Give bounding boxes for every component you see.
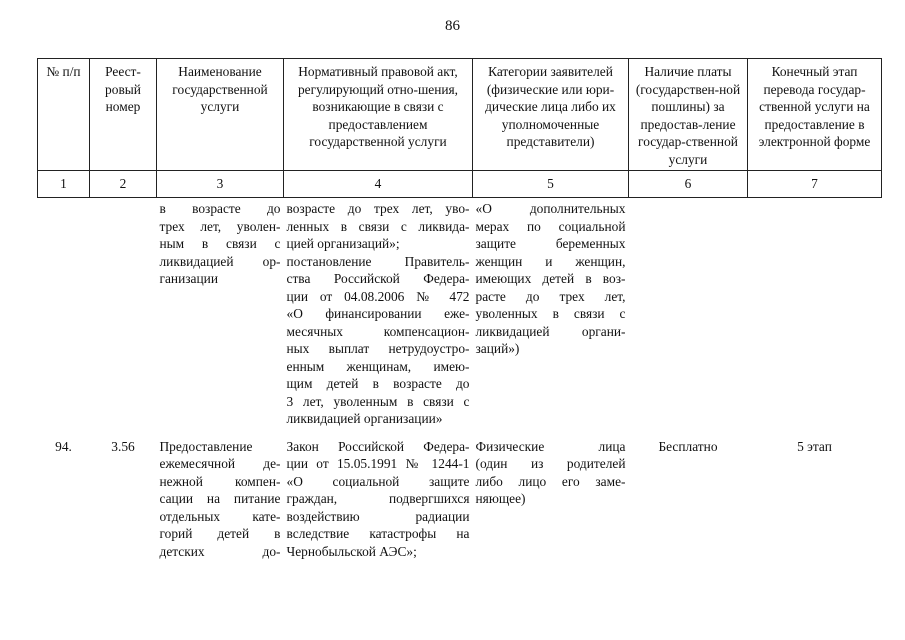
text-line: ликвидацией ор-	[159, 253, 281, 269]
page-number: 86	[445, 18, 460, 34]
text-line: горий детей в	[159, 526, 281, 541]
text-line: женщин и женщин,	[475, 253, 626, 269]
text-line: защите беременных	[475, 236, 626, 251]
text-line: Предоставление	[159, 438, 253, 454]
text-line: месячных компенсацион-	[286, 323, 470, 339]
text-line: воздействию радиации	[286, 508, 470, 524]
text-line: ганизации	[159, 271, 218, 286]
legal-act-cell	[284, 428, 473, 561]
text-line: возрасте до трех лет, уво-	[286, 201, 470, 216]
column-number-row	[38, 171, 882, 198]
cont-service-cell	[157, 198, 284, 428]
column-number: 1	[38, 171, 90, 198]
text-line: Чернобыльской АЭС»;	[286, 543, 417, 559]
cont-num-cell	[38, 198, 90, 428]
fee-cell: Бесплатно	[658, 438, 718, 454]
column-number: 5	[473, 171, 629, 198]
text-line: ным в связи с	[159, 236, 281, 251]
text-line: «О социальной защите	[286, 473, 470, 489]
text-line: ции от 15.05.1991 № 1244-1	[286, 456, 470, 471]
text-line: няющее)	[475, 491, 526, 506]
text-line: имеющих детей в воз-	[475, 271, 626, 286]
applicants-cell	[473, 428, 629, 561]
text-line: ции от 04.08.2006 № 472	[286, 288, 470, 304]
final-stage-cell: 5 этап	[797, 438, 832, 454]
column-number: 4	[284, 171, 473, 198]
header-cell-final-stage: Конечный этап перевода государ-ственной услуги на предоставление в электронной форме	[748, 59, 882, 171]
text-line: ежемесячной де-	[159, 456, 281, 471]
text-line: ства Российской Федера-	[286, 271, 470, 286]
text-line: граждан, подвергшихся	[286, 491, 470, 506]
header-cell-fee: Наличие платы (государствен-ной пошлины) за предостав-ление государ-ственной услуги	[629, 59, 748, 171]
cont-stage-cell	[748, 198, 882, 428]
text-line: нежной компен-	[159, 473, 281, 489]
text-line: постановление Правитель-	[286, 253, 470, 269]
header-cell-applicants: Категории заявителей (физические или юри-дические лица либо их уполномоченные представители)	[473, 59, 629, 171]
text-line: либо лицо его заме-	[475, 473, 626, 489]
registry-number: 3.56	[111, 438, 135, 454]
text-line: в возрасте до	[159, 201, 281, 216]
text-line: Физические лица	[475, 438, 626, 454]
text-line: сации на питание	[159, 491, 281, 506]
table-row	[38, 428, 882, 561]
cont-act-cell	[284, 198, 473, 428]
text-line: цией организаций»;	[286, 236, 400, 251]
text-line: «О дополнительных	[475, 201, 626, 216]
column-number: 3	[157, 171, 284, 198]
row-number: 94.	[55, 438, 72, 454]
text-line: детских до-	[159, 543, 281, 559]
text-line: мерах по социальной	[475, 218, 626, 234]
text-line: ликвидацией организации»	[286, 411, 443, 426]
column-number: 7	[748, 171, 882, 198]
text-line: ных выплат нетрудоустро-	[286, 341, 470, 356]
text-line: вследствие катастрофы на	[286, 526, 470, 541]
service-name-cell	[157, 428, 284, 561]
column-number: 6	[629, 171, 748, 198]
cont-registry-cell	[90, 198, 157, 428]
cont-fee-cell	[629, 198, 748, 428]
continued-row	[38, 198, 882, 428]
header-row	[38, 59, 882, 171]
text-line: (один из родителей	[475, 456, 626, 471]
text-line: трех лет, уволен-	[159, 218, 281, 234]
header-cell-num: № п/п	[38, 59, 90, 171]
text-line: расте до трех лет,	[475, 288, 626, 304]
text-line: заций»)	[475, 341, 520, 356]
cont-applicants-cell	[473, 198, 629, 428]
text-line: енным женщинам, имею-	[286, 358, 470, 374]
column-number: 2	[90, 171, 157, 198]
header-cell-legal-act: Нормативный правовой акт, регулирующий отно-шения, возникающие в связи с предоставлением государственной услуги	[284, 59, 473, 171]
text-line: отдельных кате-	[159, 508, 281, 524]
text-line: «О финансировании еже-	[286, 306, 470, 321]
text-line: 3 лет, уволенным в связи с	[286, 393, 470, 409]
header-cell-service-name: Наименование государственной услуги	[157, 59, 284, 171]
services-table	[37, 58, 882, 560]
text-line: щим детей в возрасте до	[286, 376, 470, 391]
text-line: Закон Российской Федера-	[286, 438, 470, 454]
text-line: уволенных в связи с	[475, 306, 626, 321]
header-cell-registry: Реест-ровый номер	[90, 59, 157, 171]
text-line: ликвидацией органи-	[475, 323, 626, 339]
text-line: ленных в связи с ликвида-	[286, 218, 470, 234]
